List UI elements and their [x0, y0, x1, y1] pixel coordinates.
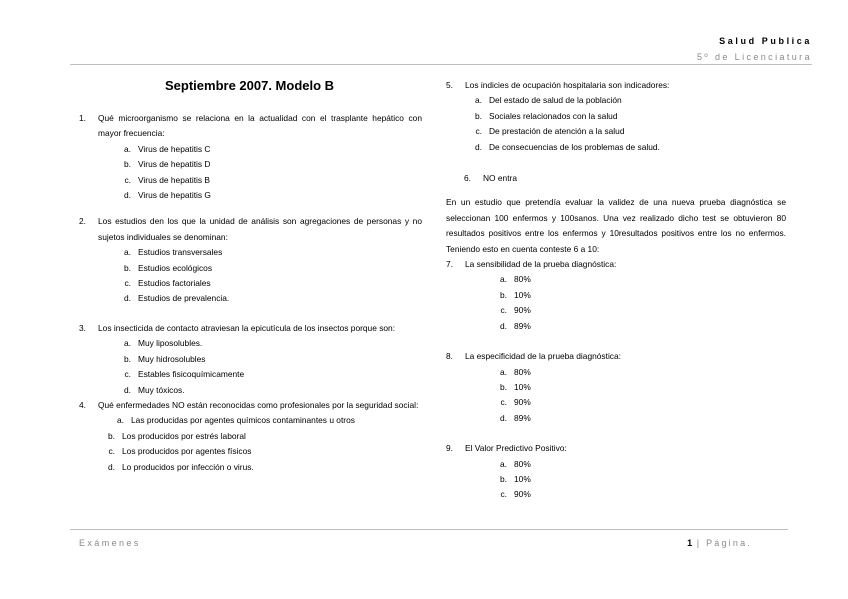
option-item: [490, 472, 786, 487]
question-9: [446, 441, 786, 456]
option-letter: a.: [500, 366, 507, 377]
question-number: 8.: [446, 351, 453, 362]
option-item: [98, 444, 422, 459]
question-number: 6.: [464, 173, 471, 184]
question-number: 2.: [79, 216, 86, 227]
question-text: La especificidad de la prueba diagnóstica:: [465, 351, 621, 362]
option-text: Virus de hepatitis C: [138, 143, 211, 154]
option-item: [490, 319, 786, 334]
option-item: [114, 383, 422, 398]
option-text: 80%: [514, 274, 531, 285]
question-2: [79, 214, 422, 245]
option-letter: a.: [500, 458, 507, 469]
option-text: Los producidos por agentes físicos: [122, 446, 252, 457]
option-item: [114, 245, 422, 260]
question-1: [79, 111, 422, 142]
option-item: [98, 460, 422, 475]
option-text: Los producidos por estrés laboral: [122, 430, 246, 441]
question-text: Los indicies de ocupación hospitalaria son indicadores:: [465, 80, 670, 90]
option-text: Las producidas por agentes químicos contaminantes u otros: [131, 415, 355, 426]
option-item: [114, 173, 422, 188]
right-column: [446, 78, 786, 503]
option-letter: b.: [475, 110, 482, 121]
question-text: Los insecticida de contacto atraviesan la epicutícula de los insectos porque son:: [98, 322, 396, 333]
option-letter: c.: [124, 369, 131, 380]
option-text: Estudios ecológicos: [138, 262, 213, 273]
option-item: [490, 487, 786, 502]
question-number: 1.: [79, 113, 86, 123]
options-list: [490, 365, 786, 427]
header-divider: [70, 64, 812, 65]
page-title: Septiembre 2007. Modelo B: [165, 78, 335, 93]
option-letter: c.: [124, 278, 131, 289]
question-4: [79, 398, 422, 413]
question-text: Qué microorganismo se relaciona en la actualidad con el trasplante hepático con mayor frecuencia:: [98, 113, 422, 139]
option-letter: c.: [475, 126, 482, 137]
options-list: [465, 93, 786, 155]
option-text: 90%: [514, 397, 531, 408]
footer-separator: |: [692, 538, 707, 548]
option-text: Del estado de salud de la población: [489, 95, 622, 106]
option-letter: b.: [124, 159, 131, 170]
option-text: Virus de hepatitis B: [138, 174, 211, 185]
option-letter: b.: [124, 353, 131, 364]
option-letter: d.: [500, 320, 507, 331]
option-text: Muy hidrosolubles: [138, 353, 206, 364]
option-text: 10%: [514, 473, 531, 484]
option-letter: c.: [500, 305, 507, 316]
option-letter: d.: [475, 141, 482, 152]
option-letter: a.: [124, 143, 131, 154]
question-text: La sensibilidad de la prueba diagnóstica:: [465, 259, 617, 270]
option-letter: b.: [500, 381, 507, 392]
question-text: Qué enfermedades NO están reconocidas como profesionales por la seguridad social:: [98, 399, 419, 410]
question-text: NO entra: [483, 173, 517, 184]
footer-left-label: Exámenes: [79, 538, 141, 548]
option-text: 80%: [514, 366, 531, 377]
option-text: 80%: [514, 458, 531, 469]
question-number: 9.: [446, 443, 453, 454]
option-item: [114, 291, 422, 306]
question-text: El Valor Predictivo Positivo:: [465, 443, 567, 454]
page-number: 1: [687, 538, 693, 548]
question-6: [464, 171, 786, 186]
header-title: Salud Publica: [719, 36, 812, 46]
footer-divider: [70, 529, 788, 530]
options-list: [98, 429, 422, 475]
option-item: [114, 142, 422, 157]
option-letter: c.: [500, 397, 507, 408]
option-text: De consecuencias de los problemas de salud.: [489, 141, 660, 152]
option-text: De prestación de atención a la salud: [489, 126, 625, 137]
option-text: Sociales relacionados con la salud: [489, 110, 618, 121]
footer-page-indicator: [687, 538, 752, 548]
option-item: [114, 157, 422, 172]
option-text: 90%: [514, 489, 531, 500]
option-letter: c.: [108, 446, 115, 457]
option-text: 90%: [514, 305, 531, 316]
option-text: 89%: [514, 412, 531, 423]
option-item: [107, 413, 422, 428]
option-item: [114, 336, 422, 351]
question-number: 3.: [79, 322, 86, 333]
option-letter: a.: [475, 95, 482, 106]
question-number: 5.: [446, 80, 453, 90]
option-text: Estudios factoriales: [138, 278, 211, 289]
option-text: Estudios transversales: [138, 247, 223, 258]
question-text: Los estudios den los que la unidad de análisis son agregaciones de personas y no sujetos individuales se denominan:: [98, 216, 422, 242]
case-intro-paragraph: En un estudio que pretendía evaluar la validez de una nueva prueba diagnóstica se seleccionan 100 enfermos y 100sanos. Una vez realizado dicho test se obtuvieron 80 resultados positivos entre los enfermos y 10resultados positivos entre los no enfermos. Teniendo esto en cuenta conteste 6 a 10:: [446, 197, 786, 254]
option-letter: d.: [124, 384, 131, 395]
question-number: 7.: [446, 259, 453, 270]
option-item: [490, 365, 786, 380]
option-text: Estudios de prevalencia.: [138, 293, 230, 304]
option-letter: a.: [500, 274, 507, 285]
option-letter: a.: [117, 415, 124, 426]
question-3: [79, 321, 422, 336]
option-text: Lo producidos por infección o virus.: [122, 461, 254, 472]
option-item: [114, 352, 422, 367]
option-text: 10%: [514, 289, 531, 300]
option-letter: b.: [108, 430, 115, 441]
option-item: [98, 429, 422, 444]
option-item: [114, 276, 422, 291]
option-item: [490, 272, 786, 287]
option-letter: c.: [500, 489, 507, 500]
option-item: [465, 124, 786, 139]
option-text: Muy liposolubles.: [138, 338, 203, 349]
options-list: [114, 142, 422, 204]
question-7: [446, 257, 786, 272]
option-item: [490, 380, 786, 395]
footer-page-label: Página.: [706, 538, 752, 548]
option-item: [490, 395, 786, 410]
question-number: 4.: [79, 399, 86, 410]
option-item: [490, 288, 786, 303]
options-list: [490, 272, 786, 334]
option-letter: b.: [500, 289, 507, 300]
option-text: Virus de hepatitis G: [138, 190, 211, 201]
option-letter: b.: [500, 473, 507, 484]
option-text: Virus de hepatitis D: [138, 159, 211, 170]
header-subtitle: 5º de Licenciatura: [696, 52, 812, 62]
option-text: Muy tóxicos.: [138, 384, 185, 395]
option-text: Estables fisicoquímicamente: [138, 369, 245, 380]
option-letter: b.: [124, 262, 131, 273]
option-item: [490, 303, 786, 318]
left-column: [79, 111, 422, 475]
option-letter: d.: [500, 412, 507, 423]
option-text: 89%: [514, 320, 531, 331]
option-item: [465, 109, 786, 124]
option-letter: d.: [124, 190, 131, 201]
option-letter: d.: [108, 461, 115, 472]
options-list: [114, 336, 422, 398]
option-item: [490, 411, 786, 426]
option-item: [490, 457, 786, 472]
option-item: [114, 367, 422, 382]
options-list: [490, 457, 786, 503]
question-5: [446, 78, 786, 93]
option-letter: a.: [124, 338, 131, 349]
question-8: [446, 349, 786, 364]
option-item: [114, 188, 422, 203]
option-text: 10%: [514, 381, 531, 392]
option-item: [114, 261, 422, 276]
option-item: [465, 140, 786, 155]
options-list: [114, 245, 422, 307]
option-letter: d.: [124, 293, 131, 304]
option-item: [465, 93, 786, 108]
option-letter: a.: [124, 247, 131, 258]
option-letter: c.: [124, 174, 131, 185]
